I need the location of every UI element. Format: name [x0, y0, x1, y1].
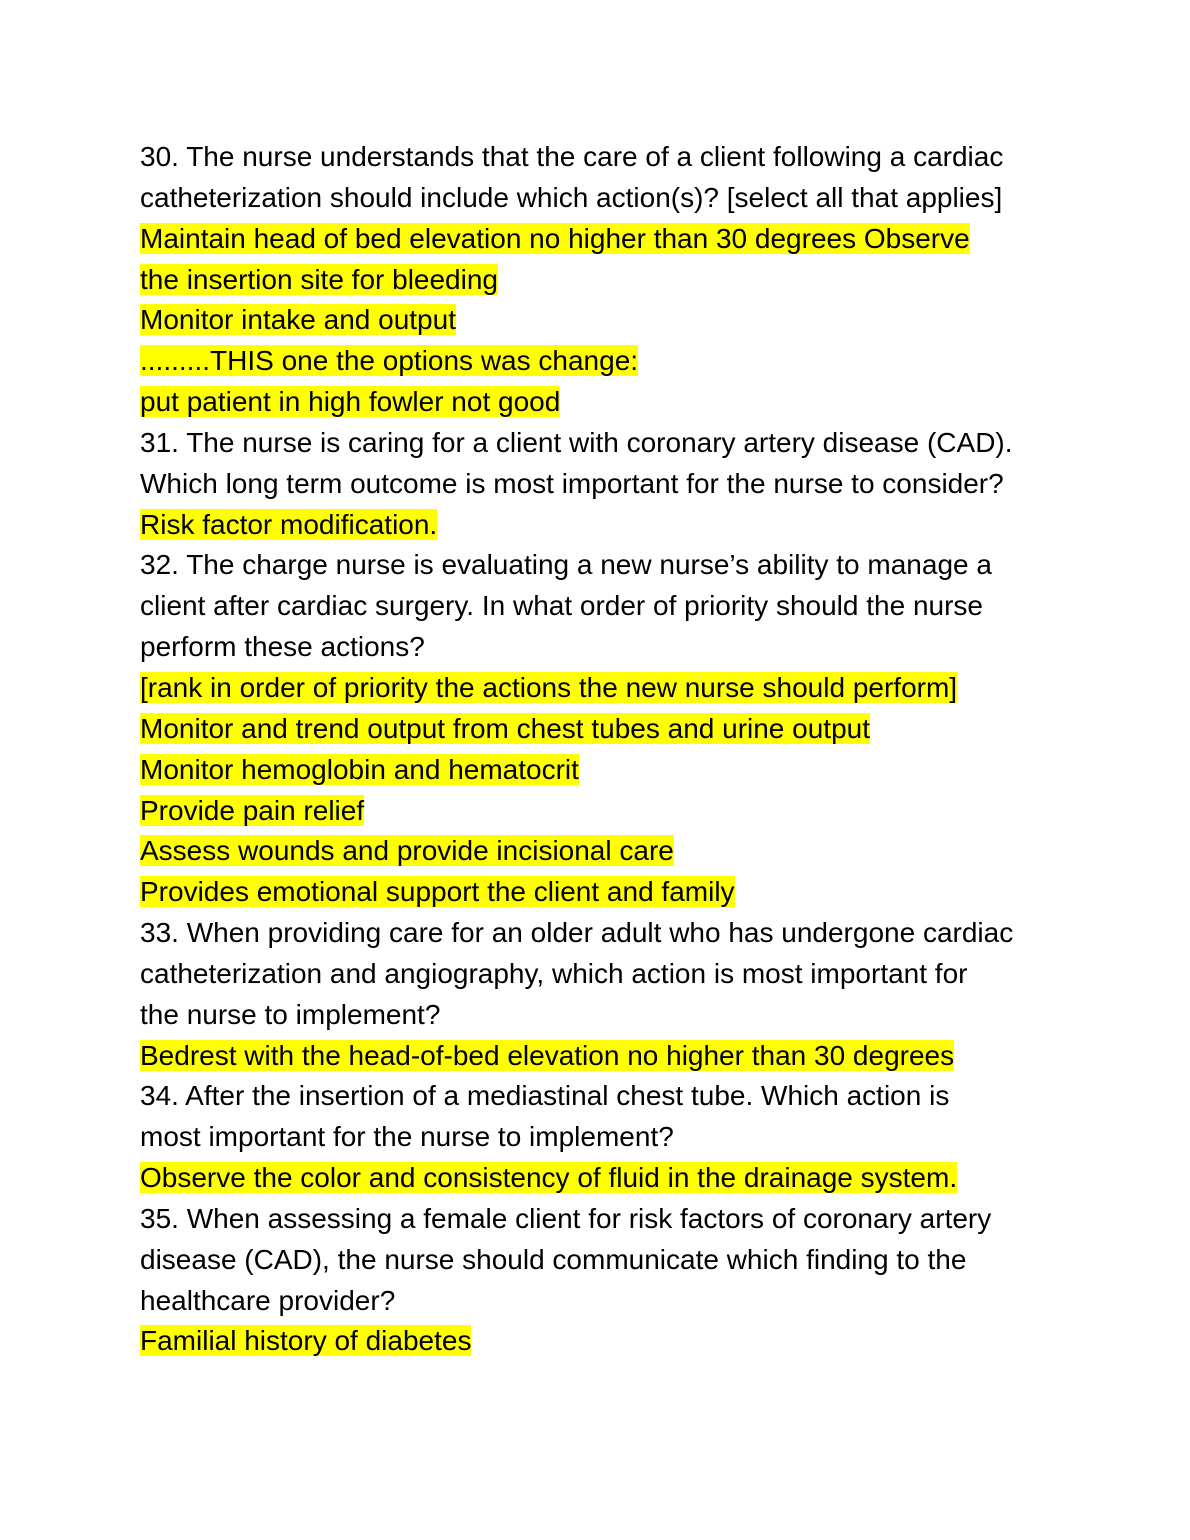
highlighted-answer: [rank in order of priority the actions the new nurse should perform]: [140, 671, 958, 703]
question-32-line-2: [140, 586, 1070, 627]
question-text: 35. When assessing a female client for risk factors of coronary artery: [140, 1202, 992, 1234]
answer-33: [140, 1036, 1070, 1077]
answer-32-item-5: [140, 872, 1070, 913]
question-text: the nurse to implement?: [140, 998, 441, 1030]
question-34-line-1: [140, 1076, 1070, 1117]
question-text: client after cardiac surgery. In what order of priority should the nurse: [140, 590, 983, 622]
answer-32-item-1: [140, 709, 1070, 750]
question-text: healthcare provider?: [140, 1284, 396, 1316]
question-text: 34. After the insertion of a mediastinal chest tube. Which action is: [140, 1080, 950, 1112]
answer-30-note-2: [140, 382, 1070, 423]
highlighted-answer: Monitor and trend output from chest tubes and urine output: [140, 712, 871, 744]
question-33-line-1: [140, 913, 1070, 954]
answer-32-item-3: [140, 791, 1070, 832]
answer-31: [140, 505, 1070, 546]
question-30-line-2: [140, 178, 1070, 219]
question-35-line-1: [140, 1199, 1070, 1240]
answer-32-instruction: [140, 668, 1070, 709]
highlighted-answer: the insertion site for bleeding: [140, 263, 498, 295]
question-33-line-3: [140, 995, 1070, 1036]
answer-30-line-2: [140, 260, 1070, 301]
answer-32-item-2: [140, 750, 1070, 791]
highlighted-answer: Provides emotional support the client and family: [140, 876, 735, 908]
question-32-line-3: [140, 627, 1070, 668]
question-31-line-1: [140, 423, 1070, 464]
highlighted-answer: Monitor hemoglobin and hematocrit: [140, 753, 579, 785]
question-35-line-3: [140, 1281, 1070, 1322]
question-text: 33. When providing care for an older adult who has undergone cardiac: [140, 917, 1014, 949]
question-text: catheterization and angiography, which action is most important for: [140, 957, 968, 989]
question-text: catheterization should include which action(s)? [select all that applies]: [140, 181, 1003, 213]
highlighted-answer: Monitor intake and output: [140, 304, 456, 336]
answer-30-note-1: [140, 341, 1070, 382]
question-text: 30. The nurse understands that the care of a client following a cardiac: [140, 141, 1004, 172]
question-text: 32. The charge nurse is evaluating a new nurse’s ability to manage a: [140, 549, 992, 581]
question-text: Which long term outcome is most important for the nurse to consider?: [140, 467, 1004, 499]
question-32-line-1: [140, 545, 1070, 586]
question-33-line-2: [140, 954, 1070, 995]
highlighted-answer: Bedrest with the head-of-bed elevation no higher than 30 degrees: [140, 1039, 955, 1071]
question-text: disease (CAD), the nurse should communicate which finding to the: [140, 1243, 967, 1275]
highlighted-answer: Observe the color and consistency of fluid in the drainage system.: [140, 1162, 958, 1194]
question-30-line-1: [140, 137, 1070, 178]
answer-30-line-1: [140, 219, 1070, 260]
question-34-line-2: [140, 1117, 1070, 1158]
highlighted-note: put patient in high fowler not good: [140, 386, 561, 418]
highlighted-answer: Familial history of diabetes: [140, 1325, 472, 1357]
highlighted-note: .........THIS one the options was change:: [140, 345, 639, 377]
answer-35: [140, 1321, 1070, 1362]
answer-30-line-3: [140, 300, 1070, 341]
highlighted-answer: Provide pain relief: [140, 794, 365, 826]
question-text: most important for the nurse to implement?: [140, 1121, 674, 1153]
answer-32-item-4: [140, 831, 1070, 872]
question-text: 31. The nurse is caring for a client with coronary artery disease (CAD).: [140, 426, 1013, 458]
document-page: [140, 137, 1070, 1362]
answer-34: [140, 1158, 1070, 1199]
highlighted-answer: Maintain head of bed elevation no higher than 30 degrees Observe: [140, 222, 970, 254]
question-35-line-2: [140, 1240, 1070, 1281]
question-text: perform these actions?: [140, 631, 425, 663]
highlighted-answer: Risk factor modification.: [140, 508, 438, 540]
question-31-line-2: [140, 464, 1070, 505]
highlighted-answer: Assess wounds and provide incisional care: [140, 835, 674, 867]
